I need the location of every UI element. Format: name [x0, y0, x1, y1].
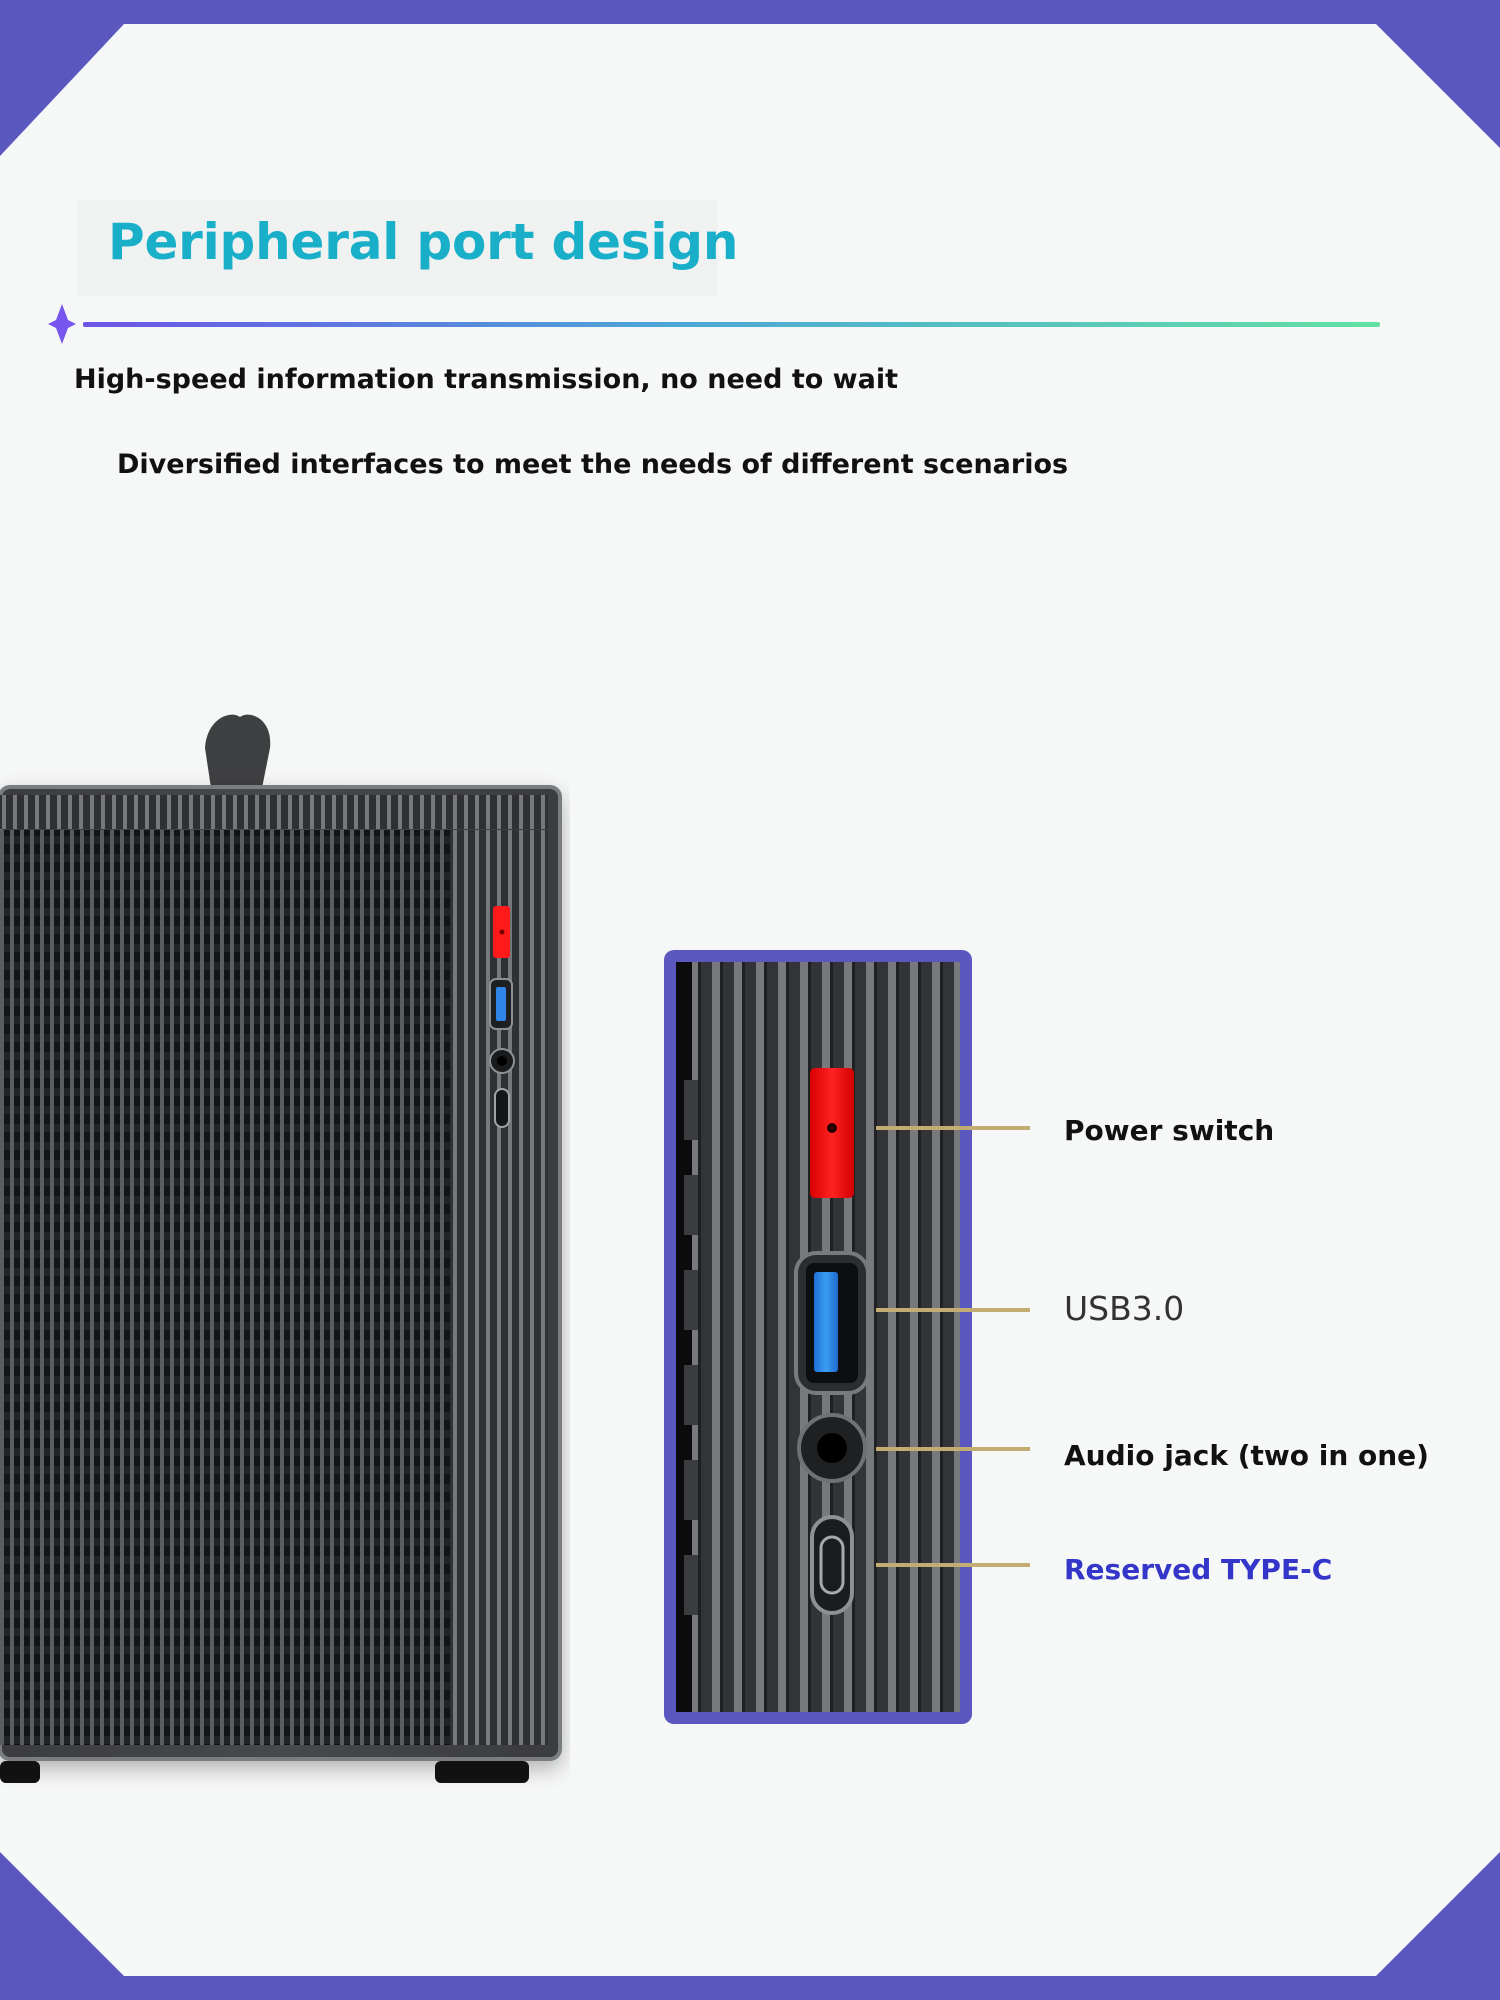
port-label-audio: Audio jack (two in one) [1064, 1439, 1429, 1472]
subtitle-speed: High-speed information transmission, no need to wait [74, 364, 899, 395]
foot-right [435, 1761, 529, 1783]
leader-line-usb [876, 1308, 1030, 1312]
front-grill [0, 830, 450, 1745]
mini-pc-illustration [0, 700, 570, 1790]
port-label-power: Power switch [1064, 1114, 1275, 1147]
leader-line-power [876, 1126, 1030, 1130]
foot-left [0, 1761, 40, 1783]
divider-line [83, 322, 1380, 327]
audio-jack-icon [799, 1415, 865, 1481]
antenna [205, 715, 270, 788]
usb-c-port-small [495, 1089, 509, 1127]
page-title: Peripheral port design [108, 213, 739, 271]
usb-c-port-icon [812, 1517, 852, 1613]
star-icon [48, 304, 76, 344]
power-switch-icon [810, 1068, 854, 1198]
title-divider [44, 300, 1384, 348]
port-label-usb: USB3.0 [1064, 1289, 1185, 1328]
usb-port-icon [796, 1253, 868, 1393]
port-closeup [664, 950, 972, 1724]
port-label-type-c: Reserved TYPE-C [1064, 1553, 1333, 1586]
leader-line-audio [876, 1447, 1030, 1451]
leader-line-type-c [876, 1563, 1030, 1567]
side-fins-top [0, 795, 548, 829]
front-panel [450, 830, 548, 1745]
subtitle-interfaces: Diversified interfaces to meet the needs of different scenarios [117, 449, 1069, 480]
